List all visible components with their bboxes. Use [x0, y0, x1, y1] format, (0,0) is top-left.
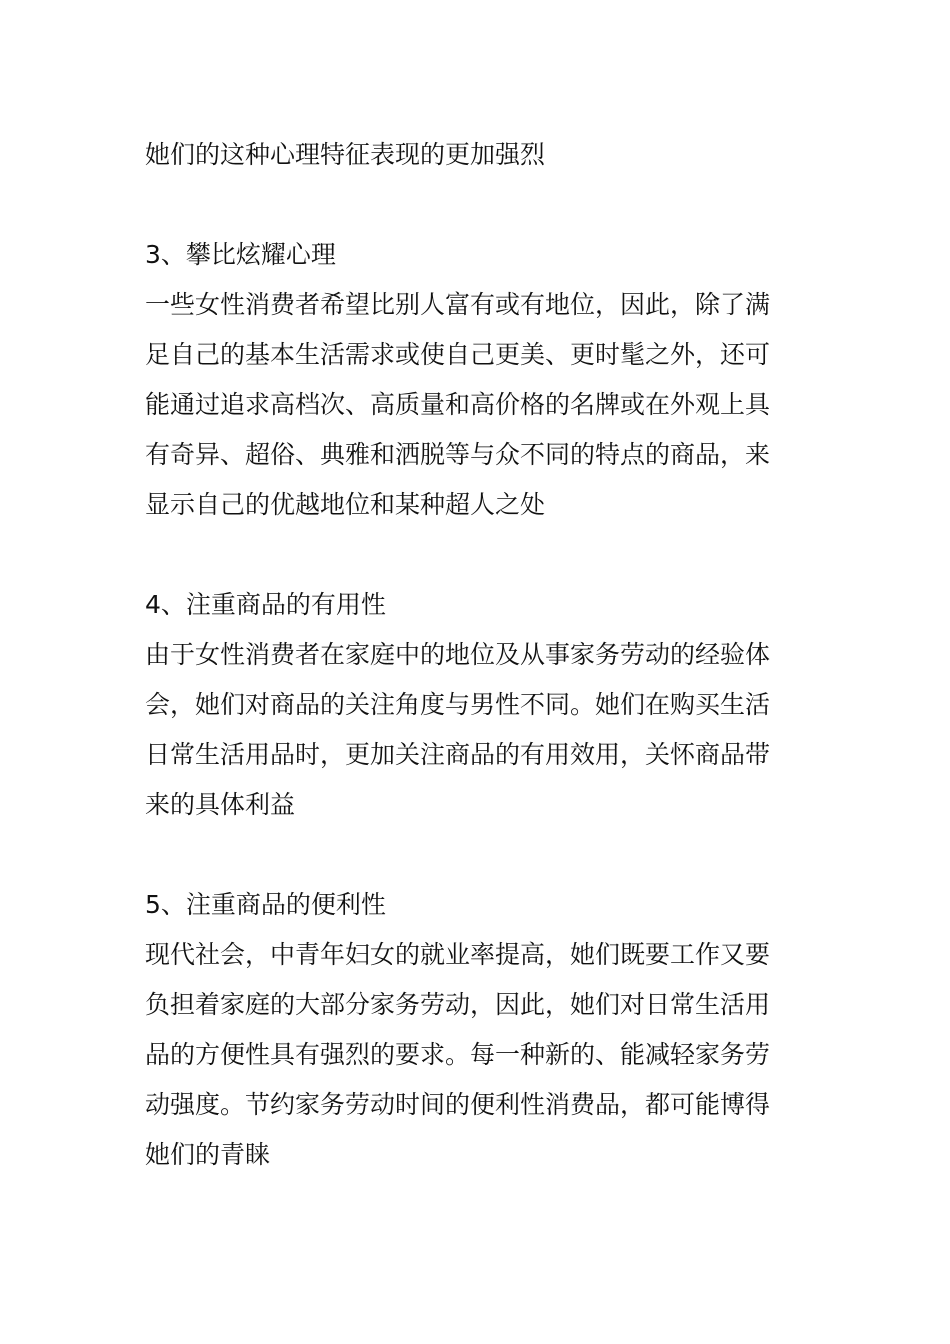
section-4-line: 来的具体利益: [145, 790, 296, 819]
section-3-line: 一些女性消费者希望比别人富有或有地位，因此，除了满: [145, 290, 771, 319]
paragraph-gap: [145, 530, 811, 580]
section-3-line: 能通过追求高档次、高质量和高价格的名牌或在外观上具: [145, 390, 771, 419]
section-4-line: 由于女性消费者在家庭中的地位及从事家务劳动的经验体: [145, 640, 771, 669]
section-5-line: 她们的青睐: [145, 1140, 271, 1169]
section-5-line: 动强度。节约家务劳动时间的便利性消费品，都可能博得: [145, 1090, 771, 1119]
section-3-heading: 3、攀比炫耀心理: [145, 240, 336, 269]
section-3-line: 显示自己的优越地位和某种超人之处: [145, 490, 546, 519]
section-5-heading: 5、注重商品的便利性: [145, 890, 386, 919]
section-5-line: 品的方便性具有强烈的要求。每一种新的、能减轻家务劳: [145, 1040, 771, 1069]
section-5-line: 现代社会，中青年妇女的就业率提高，她们既要工作又要: [145, 940, 771, 969]
section-3-line: 有奇异、超俗、典雅和洒脱等与众不同的特点的商品，来: [145, 440, 771, 469]
paragraph-gap: [145, 180, 811, 230]
document-page: [145, 130, 811, 1180]
section-5-line: 负担着家庭的大部分家务劳动，因此，她们对日常生活用: [145, 990, 771, 1019]
section-4-heading: 4、注重商品的有用性: [145, 590, 386, 619]
intro-line: 她们的这种心理特征表现的更加强烈: [145, 140, 546, 169]
section-4-line: 日常生活用品时，更加关注商品的有用效用，关怀商品带: [145, 740, 771, 769]
section-4-line: 会，她们对商品的关注角度与男性不同。她们在购买生活: [145, 690, 771, 719]
paragraph-gap: [145, 830, 811, 880]
section-3-line: 足自己的基本生活需求或使自己更美、更时髦之外，还可: [145, 340, 771, 369]
